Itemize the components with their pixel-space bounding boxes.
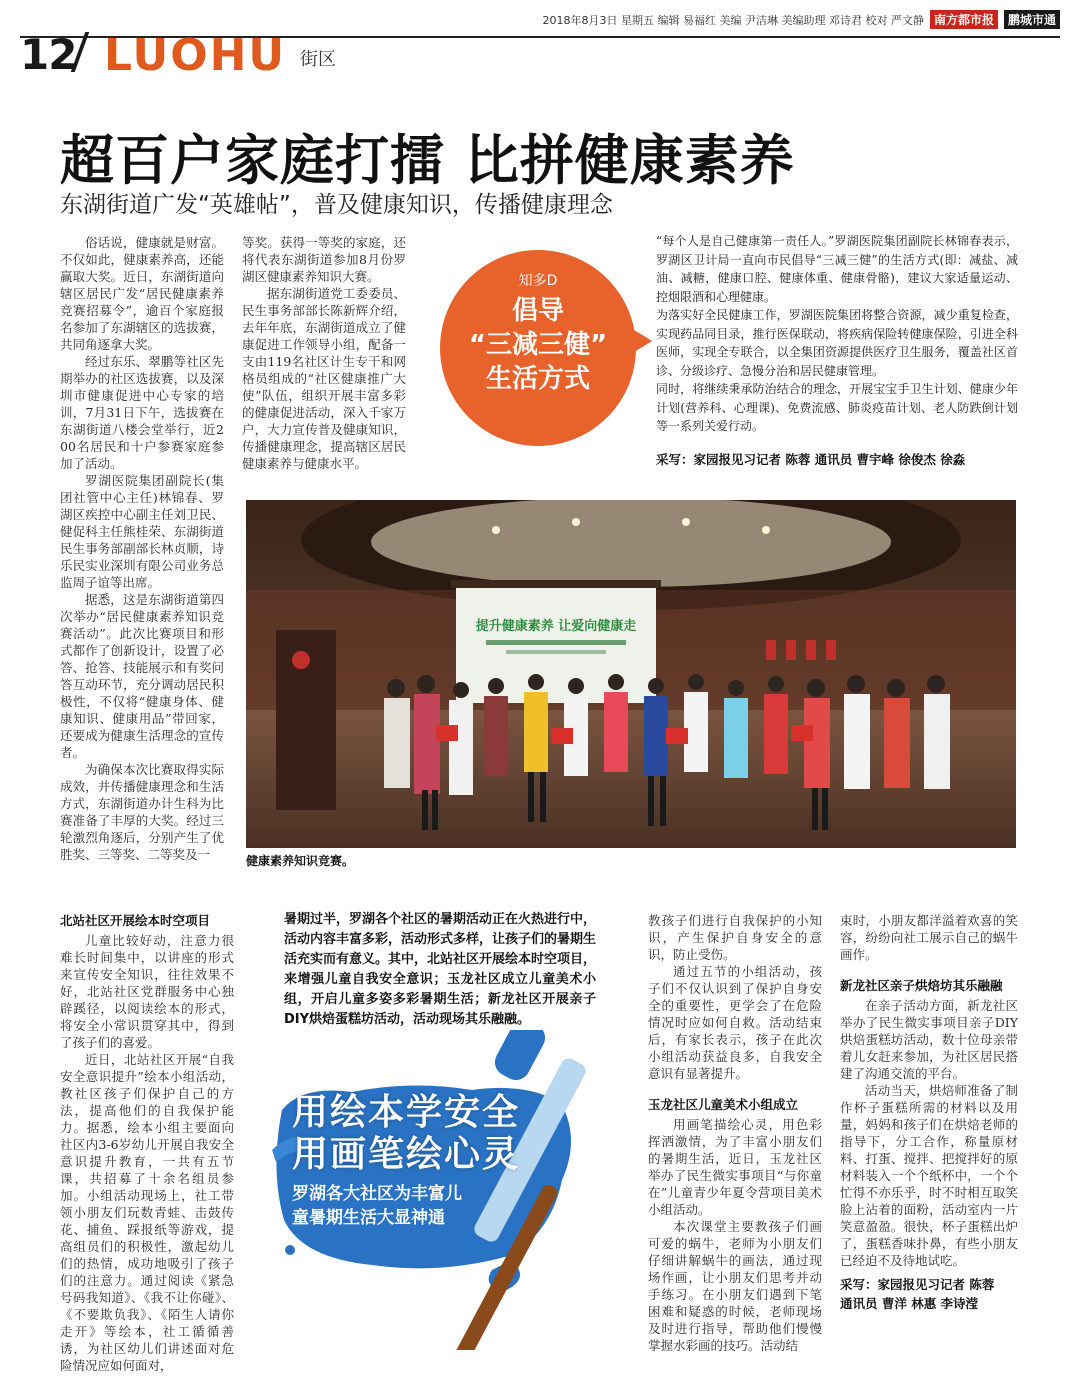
info-paragraph: 同时，将继续秉承防治结合的理念，开展宝宝手卫生计划、健康少年计划(营养科、心理课)、免费流感、肺炎疫苗计划、老人防跌倒计划等一系列关爱行动。 [656,382,1018,433]
article1-subheadline: 东湖街道广发“英雄帖”，普及健康知识，传播健康理念 [60,192,613,218]
paragraph: 儿童比较好动，注意力很难长时间集中，以讲座的形式来宣传安全知识，往往效果不好，北站社区党群服务中心独辟蹊径，以阅读绘本的形式，将安全小常识贯穿其中，得到了孩子们的喜爱。 [60,933,234,1050]
article2-col-a [60,912,234,1374]
promo-title-line: 用画笔绘心灵 [292,1134,521,1175]
info-paragraph: 为落实好全民健康工作，罗湖医院集团将整合资源，减少重复检查，实现药品同目录，推行医保联动，将疾病保险转健康保险，引进全科医师，实现全专联合，以全集团资源提供医疗卫生服务，覆盖社区首诊、分级诊疗、急慢分治和居民健康管理。 [656,308,1018,378]
paragraph: 经过东乐、翠鹏等社区先期举办的社区选拔赛，以及深圳市健康促进中心专家的培训，7月31日下午，选拔赛在东湖街道八楼会堂举行，近200名居民和十户参赛家庭参加了活动。 [60,354,224,471]
page-number: 12 [20,30,77,79]
section-heading: 北站社区开展绘本时空项目 [60,913,211,928]
article2-credit-line: 通讯员 曹洋 林惠 李诗滢 [840,1296,979,1311]
section-name: LUOHU [104,30,287,81]
promo-sub-line: 童暑期生活大显神通 [292,1208,445,1228]
article2-lead [284,910,596,1030]
article1-col1 [60,234,224,863]
callout-bubble [440,250,636,446]
callout-title-line: “三减三健” [468,330,608,360]
article1-credit: 采写：家园报见习记者 陈蓉 通讯员 曹宇峰 徐俊杰 徐淼 [656,451,966,467]
promo-banner [262,1030,622,1350]
callout-kicker: 知多D [518,273,558,289]
callout-title-line: 生活方式 [485,364,590,394]
paragraph: 活动当天，烘焙师准备了制作杯子蛋糕所需的材料以及用量，妈妈和孩子们在烘焙老师的指导下，分工合作，称量原材料、打蛋、搅拌、把搅拌好的原材料装入一个个纸杯中，一个个忙得不亦乐乎，时不时相互取笑脸上沾着的面粉，活动室内一片笑意盈盈。很快，杯子蛋糕出炉了，蛋糕香味扑鼻，有些小朋友已经迫不及待地试吃。 [840,1083,1018,1268]
lead-paragraph: 暑期过半，罗湖各个社区的暑期活动正在火热进行中，活动内容丰富多彩，活动形式多样，让孩子们的暑期生活充实而有意义。其中，北站社区开展绘本时空项目，来增强儿童自我安全意识；玉龙社区成立儿童美术小组，开启儿童多姿多彩暑期生活；新龙社区开展亲子DIY烘焙蛋糕坊活动，活动现场其乐融融。 [284,912,597,1027]
paragraph: 为确保本次比赛取得实际成效，并传播健康理念和生活方式，东湖街道办计生科为比赛准备了丰厚的大奖。经过三轮激烈角逐后，分别产生了优胜奖、三等奖、二等奖及一 [60,762,224,862]
article2-col-d [840,912,1018,1313]
section-sub: 街区 [300,49,336,70]
paragraph: 据悉，这是东湖街道第四次举办“居民健康素养知识竞赛活动”。此次比赛项目和形式都作了创新设计，设置了必答、抢答、技能展示和有奖问答互动环节，充分调动居民积极性，不仅将“健康身体、健康知识、健康用品”带回家，还要成为健康生活理念的宣传者。 [60,592,224,760]
promo-title-line: 用绘本学安全 [292,1092,521,1133]
paragraph: 束时，小朋友都洋溢着欢喜的笑容，纷纷向社工展示自己的蜗牛画作。 [840,913,1018,962]
paragraph: 用画笔描绘心灵，用色彩挥洒激情，为了丰富小朋友们的暑期生活，近日，玉龙社区举办了民生微实事项目“与你童在”儿童青少年夏令营项目美术小组活动。 [648,1117,822,1217]
paragraph: 俗话说，健康就是财富。不仅如此，健康素养高，还能赢取大奖。近日，东湖街道向辖区居民广发“居民健康素养竞赛招募令”，逾百个家庭报名参加了东湖辖区的选拔赛，共同角逐拿大奖。 [60,235,224,352]
screen-text: 提升健康素养 让爱向健康走 [475,619,637,634]
masthead-meta: 2018年8月3日 星期五 编辑 易福红 美编 尹洁琳 美编助理 邓诗君 校对 严文静 [542,13,924,27]
event-photo-illustration [246,500,1016,848]
callout-title-line: 倡导 [511,296,564,326]
section-heading: 新龙社区亲子烘焙坊其乐融融 [840,978,1003,993]
event-photo [246,500,1016,848]
paragraph: 罗湖医院集团副院长(集团社管中心主任)林锦春、罗湖区疾控中心副主任刘卫民、健促科主任熊桂荣、东湖街道民生事务部副部长林贞顺，诗乐民实业深圳有限公司业务总监周子谊等出席。 [60,473,224,590]
info-box [656,232,1018,468]
paragraph: 近日，北站社区开展“自我安全意识提升”绘本小组活动，教社区孩子们保护自己的方法，提高他们的自我保护能力。据悉，绘本小组主要面向社区内3-6岁幼儿开展自我安全意识提升教育，一共有五节课，共招募了十余名组员参加。小组活动现场上，社工带领小朋友们玩数青蛙、击鼓传花、捕鱼、踩报纸等游戏，提高组员们的积极性，激起幼儿们的热情，成功地吸引了孩子们的注意力。通过阅读《紧急号码我知道》、《我不让你碰》、《不要欺负我》、《陌生人请你走开》等绘本，社工循循善诱，为社区幼儿们讲述面对危险情况应如何面对， [60,1052,234,1373]
article2-credit-line: 采写：家园报见习记者 陈蓉 [840,1277,995,1292]
photo-caption: 健康素养知识竞赛。 [246,854,355,868]
masthead-meta-bar [543,10,1061,29]
brand-logo-pengcheng: 鹏城市通 [1004,10,1060,29]
section-heading: 玉龙社区儿童美术小组成立 [648,1097,799,1112]
article2-col-c [648,912,822,1354]
article1-headline: 超百户家庭打擂 比拼健康素养 [60,129,795,192]
paragraph: 教孩子们进行自我保护的小知识，产生保护自身安全的意识，防止受伤。 [648,913,822,962]
promo-sub-line: 罗湖各大社区为丰富儿 [292,1184,462,1204]
article1-col2 [242,234,406,472]
paragraph: 据东湖街道党工委委员、民生事务部部长陈新辉介绍，去年年底，东湖街道成立了健康促进工作领导小组，配备一支由119名社区计生专干和网格员组成的“社区健康推广大使”队伍，组织开展丰富多彩的健康促进活动，深入千家万户，大力宣传普及健康知识，传播健康理念，提高辖区居民健康素养与健康水平。 [242,286,406,471]
brand-logo-nandu: 南方都市报 [930,10,998,29]
paragraph: 通过五节的小组活动，孩子们不仅认识到了保护自身安全的重要性，更学会了在危险情况时应如何自救。活动结束后，有家长表示，孩子在此次小组活动获益良多，自我安全意识有显著提升。 [648,964,822,1081]
promo-text [292,1092,520,1230]
paragraph: 在亲子活动方面，新龙社区举办了民生微实事项目亲子DIY烘焙蛋糕坊活动，数十位母亲带着儿女赶来参加，为社区居民搭建了沟通交流的平台。 [840,998,1018,1081]
paragraph: 本次课堂主要教孩子们画可爱的蜗牛，老师为小朋友们仔细讲解蜗牛的画法，通过现场作画，让小朋友们思考并动手练习。在小朋友们遇到下笔困难和疑惑的时候，老师现场及时进行指导，帮助他们慢慢掌握水彩画的技巧。活动结 [648,1219,822,1353]
info-paragraph: “每个人是自己健康第一责任人。”罗湖医院集团副院长林锦春表示，罗湖区卫计局一直向市民倡导“三减三健”的生活方式(即：减盐、减油、减糖，健康口腔、健康体重、健康骨骼)，建议大家适量运动、控烟限酒和心理健康。 [656,234,1018,304]
callout-pointer [626,325,652,357]
paragraph: 等奖。获得一等奖的家庭，还将代表东湖街道参加8月份罗湖区健康素养知识大赛。 [242,235,406,284]
